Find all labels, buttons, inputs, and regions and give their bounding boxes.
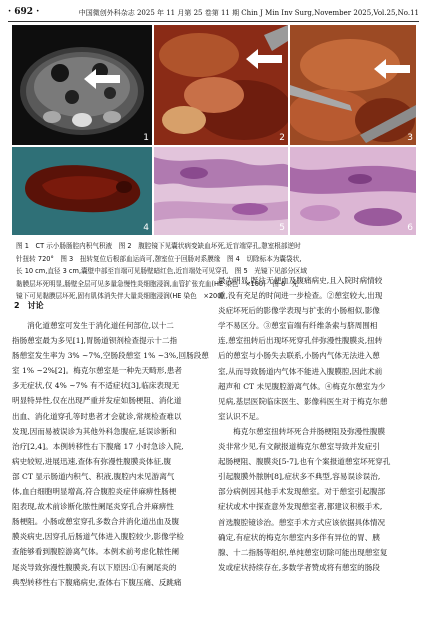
ct-scan-image (12, 25, 152, 145)
text-line: 症状或术中探查意外发现憩室者,都建议积极手术, (218, 502, 383, 512)
text-line: 引起腹膜外脓肿[8],症状多不典型,容易误诊误治, (218, 472, 381, 482)
caption-line: 镜下可见黏膜层坏死,固有肌体消失伴大量炎细胞浸润(HE 染色 ×200) (16, 292, 225, 301)
text-line: 膜炎病史,因穿孔后肠道气体进入腹腔较少,影像学检 (12, 532, 184, 542)
text-line: 体,血白细胞明显增高,符合腹腔炎症伴麻痹性肠梗 (12, 487, 177, 497)
figure-4-specimen (12, 147, 152, 235)
text-line: 最为明显,既往无便血及腹痛病史,且入院时病情较 (218, 276, 383, 285)
specimen-image (12, 147, 152, 235)
text-line: 肠梗阻。小肠或憩室穿孔多数合并消化道出血及腹 (12, 517, 180, 527)
histology-x100-image (154, 147, 288, 235)
text-line: 消化道憩室可发生于消化道任何部位,以十二 (12, 321, 174, 330)
figure-3-reduction (290, 25, 416, 145)
figure-2-laparoscopy (154, 25, 288, 145)
text-line: 起肠梗阻、腹膜炎[5-7],也有个案报道憩室坏死穿孔 (218, 457, 391, 467)
text-line: 腺、十二指肠等组织,单纯憩室切除可能出现憩室复 (218, 547, 388, 557)
figure-4-number: 4 (143, 223, 149, 233)
caption-line: 黏膜层坏死明显,肠壁全层可见多量急慢性炎细胞浸润,血管扩张充血(HE 染色 ×100) 图 6 光 (16, 279, 299, 288)
reduction-image (290, 25, 416, 145)
text-line: 明显特异性,仅在出现严重并发症如肠梗阻、消化道 (12, 396, 182, 406)
text-line: 后的憩室与小肠失去联系,小肠内气体无法进入憩 (218, 351, 380, 361)
text-line: 连,憩室扭转后出现坏死穿孔伴弥漫性腹膜炎,扭转 (218, 336, 383, 346)
left-column-text (12, 318, 211, 590)
text-line: 查能够看到腹腔游离气体。本例术前考虑化脓性阑 (12, 547, 180, 557)
text-line: 多无症状,仅 4% ~7% 有不适症状[3],临床表现无 (12, 381, 180, 391)
text-line: 治疗[2,4]。本例转移性右下腹痛 17 小时急诊入院, (12, 441, 184, 451)
caption-line: 针扭转 720° 图 3 扭转复位后根部血运尚可,憩室位于回肠对系膜缘 图 4 切除标本为囊袋状, (16, 254, 302, 263)
text-line: 发或症状持续存在,多数学者赞成将有憩室的肠段 (218, 562, 380, 572)
text-line: 见病,基层医院临床医生、影像科医生对于梅克尔憩 (218, 396, 388, 406)
figure-5-number: 5 (279, 223, 285, 233)
text-line: 重,没有充足的时间进一步检查。②憩室较大,出现 (218, 291, 383, 301)
figure-5-histology-x100 (154, 147, 288, 235)
text-line: 部分病例因其他手术发现憩室。对于憩室引起腹部 (218, 487, 386, 497)
text-line: 室认识不足。 (218, 411, 264, 421)
header-rule (8, 21, 419, 22)
caption-line: 长 10 cm,直径 3 cm,囊壁中部至盲端可见肠壁暗红色,近盲端处可见穿孔 图 5 光镜下见部分区域 (16, 267, 308, 276)
text-line: 炎症坏死后的影像学表现与扩张的小肠相似,影像 (218, 306, 380, 316)
text-line: 学不易区分。③憩室盲端有纤维条索与脐周围相 (218, 321, 378, 331)
text-line: 指肠憩室最为多见[1],胃肠道钡剂检查提示十二指 (12, 336, 178, 346)
text-line: 确定,有症状的梅克尔憩室内多伴有异位的胃、胰 (218, 532, 380, 542)
text-line: 发现,因而易被误诊为其他外科急腹症,延误诊断和 (12, 426, 177, 436)
text-line: 梅克尔憩室扭转坏死合并肠梗阻及弥漫性腹膜 (218, 426, 386, 436)
figure-6-number: 6 (407, 223, 413, 233)
caption-line: 图 1 CT 示小肠肠腔内积气积液 图 2 腹腔镜下见囊状病变缺血坏死,近盲端穿孔,憩室根部逆时 (16, 242, 301, 250)
laparoscopy-image (154, 25, 288, 145)
right-column-text (218, 273, 418, 575)
section-title-discussion: 2 讨论 (14, 301, 44, 310)
running-header (0, 0, 427, 24)
figure-1-number: 1 (143, 133, 149, 143)
text-line: 室,从而导致肠道内气体不能进入腹膜腔,因此术前 (218, 366, 383, 376)
text-line: 尾炎导致弥漫性腹膜炎,有以下原因:①有阑尾炎的 (12, 562, 177, 572)
figure-2-number: 2 (279, 133, 285, 143)
text-line: 超声和 CT 未见腹腔游离气体。④梅克尔憩室为少 (218, 381, 386, 391)
page-number: · 692 · (8, 7, 40, 17)
text-line: 出血、消化道穿孔等时患者才会就诊,常规检查难以 (12, 411, 182, 421)
text-line: 室 1% ~2%[2]。梅克尔憩室是一种先天畸形,患者 (12, 366, 182, 376)
figure-6-histology-x200 (290, 147, 416, 235)
text-line: 部 CT 显示肠道内积气、积液,腹腔内未见游离气 (12, 471, 175, 481)
text-line: 病史较短,进展迅速,查体有弥漫性腹膜炎体征,腹 (12, 456, 172, 466)
journal-header: 中国微创外科杂志 2025 年 11 月第 25 卷第 11 期 Chin J Min Inv Surg,November 2025,Vol.25,No.11 (78, 9, 419, 17)
text-line: 阻表现,故术前诊断化脓性阑尾炎穿孔合并麻痹性 (12, 502, 174, 512)
figure-3-number: 3 (407, 133, 413, 143)
histology-x200-image (290, 147, 416, 235)
text-line: 肠憩室发生率为 3% ~7%,空肠段憩室 1% ~3%,回肠段憩 (12, 351, 209, 361)
text-line: 首选腹腔镜诊治。憩室手术方式应该依据具体情况 (218, 517, 386, 527)
text-line: 炎非常少见,有文献报道梅克尔憩室导致并发症引 (218, 442, 380, 452)
figure-1-ct-scan (12, 25, 152, 145)
text-line: 典型转移性右下腹痛病史,查体右下腹压痛、反跳痛 (12, 577, 182, 587)
